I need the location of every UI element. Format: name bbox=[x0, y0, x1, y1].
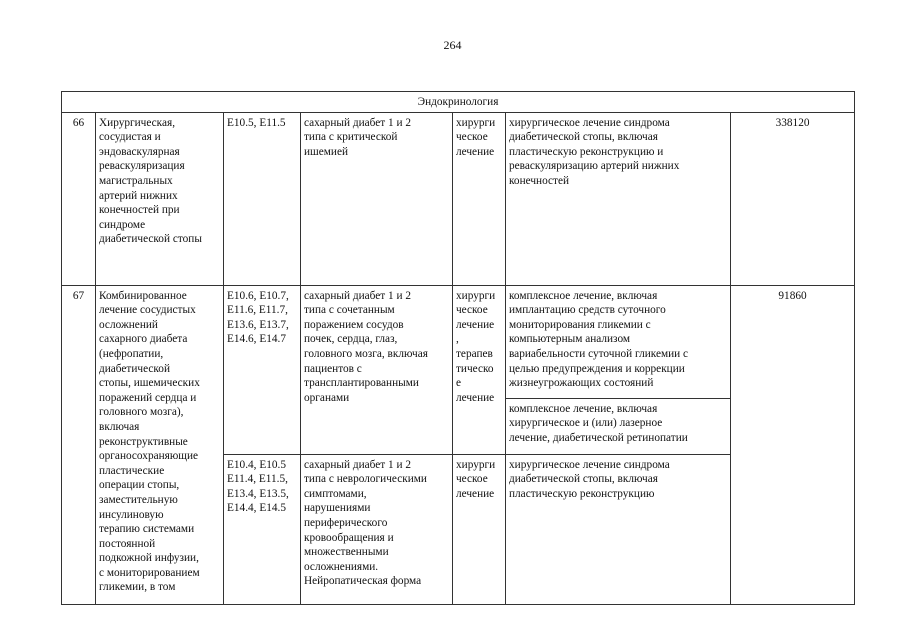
text-line: магистральных bbox=[99, 174, 173, 187]
text-line: Комбинированное bbox=[99, 289, 187, 302]
text-line: комплексное лечение, включая bbox=[509, 289, 658, 302]
section-title: Эндокринология bbox=[62, 92, 855, 113]
text-line: хирурги bbox=[456, 116, 496, 129]
text-line: головного мозга, включая bbox=[304, 347, 428, 360]
text-line: E10.6, E10.7, bbox=[227, 289, 289, 302]
text-line: множественными bbox=[304, 546, 389, 559]
table-row bbox=[62, 285, 855, 398]
medical-care-table bbox=[61, 91, 855, 605]
text-line: кровообращения и bbox=[304, 531, 394, 544]
text-line: жизнеугрожающих состояний bbox=[509, 377, 654, 390]
text-line: ческое bbox=[456, 304, 488, 317]
text-line: терапев bbox=[456, 347, 493, 360]
text-line: подкожной инфузии, bbox=[99, 552, 199, 565]
text-line: пластическую реконструкцию bbox=[509, 487, 655, 500]
treatment-method bbox=[506, 285, 731, 398]
text-line: включая bbox=[99, 420, 140, 433]
care-type-name bbox=[96, 112, 224, 285]
text-line: лечение bbox=[456, 391, 495, 404]
text-line: почек, сердца, глаз, bbox=[304, 333, 398, 346]
text-line: сахарный диабет 1 и 2 bbox=[304, 458, 412, 471]
text-line: E11.4, E11.5, bbox=[227, 473, 288, 486]
text-line: артерий нижних bbox=[99, 189, 178, 202]
text-line: диабетической стопы, включая bbox=[509, 473, 658, 486]
text-line: тическо bbox=[456, 362, 494, 375]
patient-model bbox=[301, 112, 453, 285]
care-type-name bbox=[96, 285, 224, 604]
text-line: конечностей при bbox=[99, 204, 180, 217]
text-line: конечностей bbox=[509, 174, 570, 187]
text-line: лечение bbox=[456, 318, 495, 331]
treatment-type bbox=[453, 112, 506, 285]
text-line: (нефропатии, bbox=[99, 347, 164, 360]
icd-codes bbox=[224, 112, 301, 285]
financial-norm: 91860 bbox=[731, 285, 855, 604]
patient-model bbox=[301, 454, 453, 604]
text-line: E14.4, E14.5 bbox=[227, 502, 286, 515]
text-line: хирургическое лечение синдрома bbox=[509, 116, 670, 129]
text-line: реваскуляризация bbox=[99, 160, 185, 173]
text-line: периферического bbox=[304, 516, 388, 529]
text-line: реваскуляризацию артерий нижних bbox=[509, 160, 680, 173]
text-line: хирурги bbox=[456, 289, 496, 302]
text-line: диабетической bbox=[99, 362, 171, 375]
treatment-method bbox=[506, 454, 731, 604]
text-line: реконструктивные bbox=[99, 435, 188, 448]
text-line: операции стопы, bbox=[99, 479, 180, 492]
text-line: осложнений bbox=[99, 318, 158, 331]
financial-norm: 338120 bbox=[731, 112, 855, 285]
text-line: хирургическое и (или) лазерное bbox=[509, 417, 663, 430]
text-line: ческое bbox=[456, 473, 488, 486]
treatment-type bbox=[453, 454, 506, 604]
text-line: хирурги bbox=[456, 458, 496, 471]
text-line: сосудистая и bbox=[99, 131, 161, 144]
icd-codes bbox=[224, 285, 301, 454]
treatment-method bbox=[506, 398, 731, 454]
text-line: сахарного диабета bbox=[99, 333, 188, 346]
text-line: хирургическое лечение синдрома bbox=[509, 458, 670, 471]
text-line: вариабельности суточной гликемии с bbox=[509, 347, 689, 360]
text-line: осложнениями. bbox=[304, 560, 379, 573]
text-line: лечение bbox=[456, 145, 495, 158]
text-line: типа с критической bbox=[304, 131, 398, 144]
text-line: лечение сосудистых bbox=[99, 304, 196, 317]
text-line: головного мозга), bbox=[99, 406, 184, 419]
text-line: лечение bbox=[456, 487, 495, 500]
text-line: нарушениями bbox=[304, 502, 371, 515]
text-line: терапию системами bbox=[99, 523, 195, 536]
text-line: имплантацию средств суточного bbox=[509, 304, 666, 317]
text-line: ческое bbox=[456, 131, 488, 144]
treatment-type bbox=[453, 285, 506, 454]
text-line: синдроме bbox=[99, 218, 146, 231]
text-line: диабетической стопы bbox=[99, 233, 202, 246]
text-line: эндоваскулярная bbox=[99, 145, 180, 158]
text-line: пластическую реконструкцию и bbox=[509, 145, 664, 158]
text-line: , bbox=[456, 333, 459, 346]
text-line: диабетической стопы, включая bbox=[509, 131, 658, 144]
text-line: ишемией bbox=[304, 145, 349, 158]
icd-codes bbox=[224, 454, 301, 604]
text-line: Хирургическая, bbox=[99, 116, 176, 129]
text-line: компьютерным анализом bbox=[509, 333, 631, 346]
page-number: 264 bbox=[443, 38, 462, 52]
text-line: целью предупреждения и коррекции bbox=[509, 362, 685, 375]
text-line: заместительную bbox=[99, 493, 178, 506]
table-row bbox=[62, 112, 855, 285]
text-line: сахарный диабет 1 и 2 bbox=[304, 116, 412, 129]
text-line: поражением сосудов bbox=[304, 318, 404, 331]
text-line: с мониторированием bbox=[99, 566, 200, 579]
treatment-method bbox=[506, 112, 731, 285]
text-line: гликемии, в том bbox=[99, 581, 176, 594]
row-number: 66 bbox=[62, 112, 96, 285]
row-number: 67 bbox=[62, 285, 96, 604]
text-line: E11.6, E11.7, bbox=[227, 304, 288, 317]
text-line: типа с сочетанным bbox=[304, 304, 395, 317]
text-line: органами bbox=[304, 391, 350, 404]
text-line: пациентов с bbox=[304, 362, 362, 375]
section-header-row bbox=[62, 92, 855, 113]
text-line: E14.6, E14.7 bbox=[227, 333, 286, 346]
text-line: симптомами, bbox=[304, 487, 367, 500]
text-line: мониторирования гликемии с bbox=[509, 318, 651, 331]
text-line: E10.4, E10.5 bbox=[227, 458, 286, 471]
text-line: E10.5, E11.5 bbox=[227, 116, 286, 129]
patient-model bbox=[301, 285, 453, 454]
text-line: трансплантированными bbox=[304, 377, 419, 390]
text-line: поражений сердца и bbox=[99, 391, 197, 404]
text-line: комплексное лечение, включая bbox=[509, 402, 658, 415]
text-line: лечение, диабетической ретинопатии bbox=[509, 431, 688, 444]
text-line: типа с неврологическими bbox=[304, 473, 427, 486]
text-line: пластические bbox=[99, 464, 165, 477]
text-line: стопы, ишемических bbox=[99, 377, 200, 390]
text-line: е bbox=[456, 377, 462, 390]
text-line: сахарный диабет 1 и 2 bbox=[304, 289, 412, 302]
text-line: Нейропатическая форма bbox=[304, 575, 422, 588]
text-line: E13.4, E13.5, bbox=[227, 487, 289, 500]
text-line: инсулиновую bbox=[99, 508, 164, 521]
text-line: E13.6, E13.7, bbox=[227, 318, 289, 331]
text-line: органосохраняющие bbox=[99, 450, 199, 463]
text-line: постоянной bbox=[99, 537, 156, 550]
